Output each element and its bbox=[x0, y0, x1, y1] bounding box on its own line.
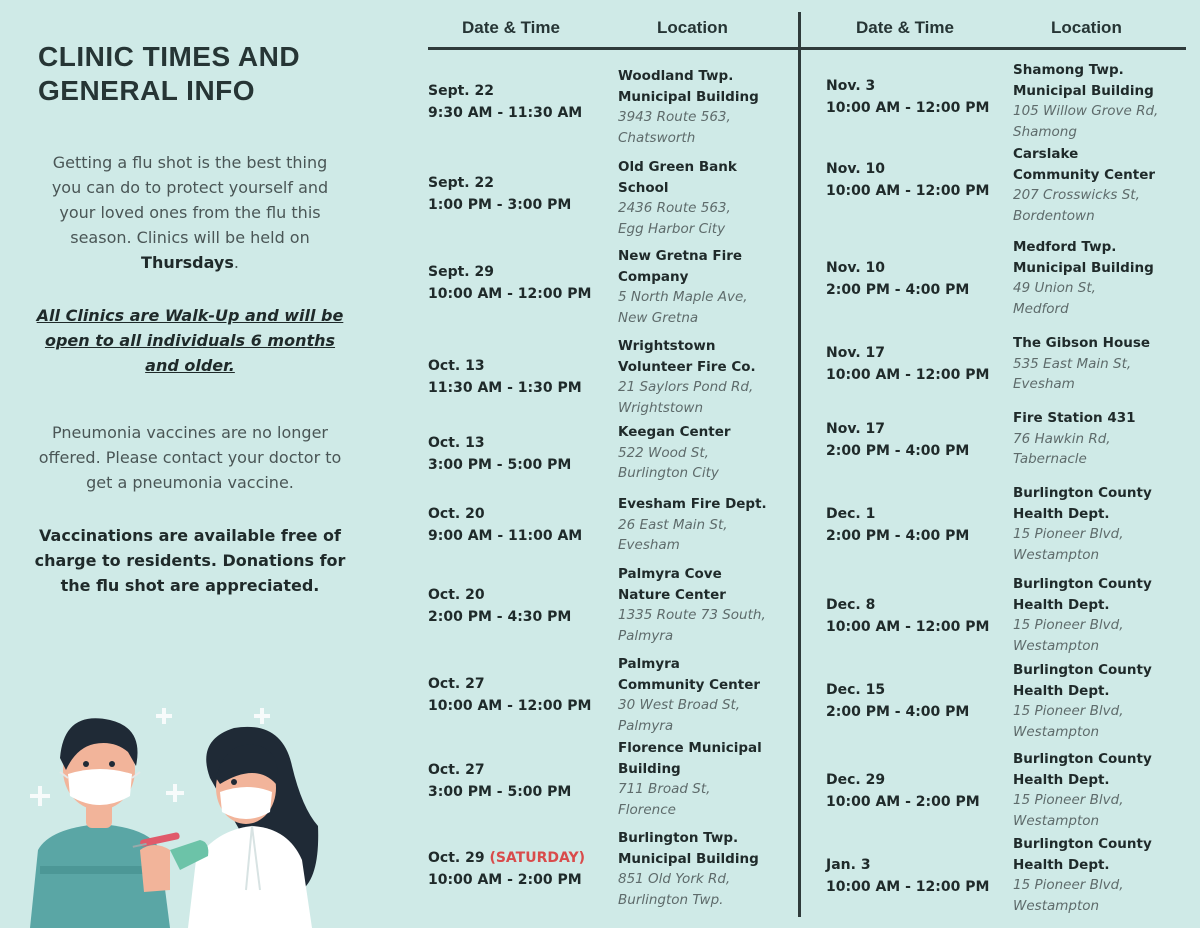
clinic-date-text: Oct. 29 bbox=[428, 850, 485, 866]
free-charge-notice: Vaccinations are available free of charge to residents. Donations for the flu shot are appreciated. bbox=[34, 526, 346, 595]
clinic-date-time bbox=[826, 418, 969, 462]
clinic-date bbox=[826, 342, 989, 364]
clinic-date-time bbox=[428, 261, 591, 305]
clinic-date bbox=[428, 584, 571, 606]
location-address-line: 711 Broad St, bbox=[618, 781, 711, 797]
clinic-date bbox=[428, 172, 571, 194]
location-address-line: Westampton bbox=[1013, 812, 1100, 829]
header-rule-left bbox=[428, 47, 800, 50]
clinic-date bbox=[428, 673, 591, 695]
location-name-line: Shamong Twp. bbox=[1013, 62, 1124, 78]
intro-bold-day: Thursdays bbox=[141, 253, 234, 272]
location-name-line: Nature Center bbox=[618, 586, 726, 603]
clinic-location bbox=[1013, 333, 1188, 395]
clinic-date bbox=[428, 80, 582, 102]
clinic-date-time bbox=[826, 342, 989, 386]
clinic-date-time bbox=[826, 75, 989, 119]
location-address-line: New Gretna bbox=[618, 309, 699, 326]
clinic-date-text: Sept. 29 bbox=[428, 264, 494, 280]
location-address-line: Chatsworth bbox=[618, 129, 696, 146]
clinic-date-time bbox=[826, 854, 989, 898]
clinic-date bbox=[826, 769, 980, 791]
location-name-line: Burlington County bbox=[1013, 576, 1152, 592]
location-address-line: 76 Hawkin Rd, bbox=[1013, 430, 1111, 447]
clinic-time: 1:00 PM - 3:00 PM bbox=[428, 197, 572, 213]
location-name-line: Municipal Building bbox=[1013, 82, 1154, 99]
location-address-line: 30 West Broad St, bbox=[618, 697, 741, 713]
clinic-time: 10:00 AM - 2:00 PM bbox=[428, 872, 582, 888]
clinic-date-time bbox=[428, 847, 585, 891]
clinic-time: 2:00 PM - 4:00 PM bbox=[826, 528, 970, 544]
clinic-location bbox=[618, 738, 793, 820]
location-address-line: 21 Saylors Pond Rd, bbox=[618, 379, 754, 395]
location-name-line: Burlington County bbox=[1013, 836, 1152, 852]
location-name-line: Burlington County bbox=[1013, 662, 1152, 678]
clinic-time: 2:00 PM - 4:00 PM bbox=[826, 282, 970, 298]
clinic-time: 3:00 PM - 5:00 PM bbox=[428, 784, 572, 800]
location-address-line: 15 Pioneer Blvd, bbox=[1013, 526, 1124, 542]
location-name-line: Health Dept. bbox=[1013, 856, 1110, 873]
location-name-line: Burlington Twp. bbox=[618, 830, 739, 846]
location-name-line: Medford Twp. bbox=[1013, 239, 1117, 255]
location-address-line: Egg Harbor City bbox=[618, 220, 726, 237]
clinic-location bbox=[618, 157, 793, 239]
clinic-date-text: Oct. 13 bbox=[428, 358, 485, 374]
clinic-schedule bbox=[428, 12, 1188, 928]
location-name-line: Carslake bbox=[1013, 146, 1079, 162]
location-address-line: 49 Union St, bbox=[1013, 280, 1096, 296]
location-name-line: Old Green Bank bbox=[618, 159, 737, 175]
clinic-date bbox=[428, 355, 582, 377]
clinic-date-text: Nov. 3 bbox=[826, 78, 876, 94]
location-name-line: Palmyra Cove bbox=[618, 566, 722, 582]
clinic-location bbox=[618, 66, 793, 148]
clinic-date bbox=[826, 257, 969, 279]
pneumonia-notice: Pneumonia vaccines are no longer offered. Please contact your doctor to get a pneumonia vaccine. bbox=[38, 423, 342, 492]
location-address-line: Westampton bbox=[1013, 723, 1100, 740]
clinic-date bbox=[826, 854, 989, 876]
clinic-time: 9:00 AM - 11:00 AM bbox=[428, 528, 583, 544]
clinic-date-text: Dec. 15 bbox=[826, 682, 886, 698]
location-address-line: Westampton bbox=[1013, 637, 1100, 654]
clinic-date-time bbox=[428, 172, 571, 216]
location-name-line: New Gretna Fire bbox=[618, 248, 743, 264]
location-name-line: Community Center bbox=[1013, 166, 1156, 183]
clinic-date-text: Sept. 22 bbox=[428, 83, 494, 99]
clinic-date-text: Dec. 8 bbox=[826, 597, 876, 613]
clinic-date-time bbox=[428, 355, 582, 399]
clinic-date-text: Oct. 13 bbox=[428, 435, 485, 451]
location-address-line: Evesham bbox=[1013, 376, 1075, 392]
clinic-date-time bbox=[826, 257, 969, 301]
clinic-date-time bbox=[826, 594, 989, 638]
location-name-line: Health Dept. bbox=[1013, 771, 1110, 788]
location-name-line: Keegan Center bbox=[618, 424, 731, 440]
clinic-time: 3:00 PM - 5:00 PM bbox=[428, 457, 572, 473]
column-divider bbox=[798, 12, 801, 917]
location-name-line: Fire Station 431 bbox=[1013, 410, 1136, 426]
location-address-line: 26 East Main St, bbox=[618, 516, 728, 533]
clinic-date-time bbox=[826, 158, 989, 202]
clinic-date bbox=[826, 503, 969, 525]
clinic-time: 10:00 AM - 12:00 PM bbox=[826, 100, 990, 116]
intro-end: . bbox=[233, 253, 239, 272]
location-address-line: Tabernacle bbox=[1013, 451, 1087, 467]
clinic-location bbox=[618, 654, 793, 736]
vaccination-illustration bbox=[20, 700, 320, 928]
location-name-line: Woodland Twp. bbox=[618, 68, 734, 84]
location-address-line: Burlington City bbox=[618, 465, 719, 481]
clinic-date bbox=[826, 418, 969, 440]
clinic-location bbox=[618, 828, 793, 910]
clinic-date-text: Nov. 10 bbox=[826, 260, 885, 276]
clinic-location bbox=[618, 494, 793, 556]
location-address-line: Florence bbox=[618, 801, 676, 818]
location-address-line: 15 Pioneer Blvd, bbox=[1013, 792, 1124, 808]
page-title bbox=[38, 40, 350, 108]
clinic-location bbox=[618, 246, 793, 328]
location-name-line: School bbox=[618, 179, 669, 196]
clinic-date-text: Oct. 20 bbox=[428, 587, 485, 603]
intro-text: Getting a flu shot is the best thing you can do to protect yourself and your loved ones from the flu this season. Clinics will be held on bbox=[51, 153, 329, 247]
clinic-date bbox=[428, 261, 591, 283]
location-address-line: 15 Pioneer Blvd, bbox=[1013, 617, 1124, 633]
clinic-time: 11:30 AM - 1:30 PM bbox=[428, 380, 582, 396]
location-name-line: Municipal Building bbox=[1013, 259, 1154, 276]
location-name-line: Municipal Building bbox=[618, 88, 759, 105]
clinic-date bbox=[826, 679, 969, 701]
clinic-location bbox=[1013, 574, 1188, 656]
clinic-location bbox=[618, 422, 793, 484]
location-address-line: 535 East Main St, bbox=[1013, 355, 1132, 372]
column-header-location: Location bbox=[657, 18, 728, 37]
clinic-date-text: Dec. 29 bbox=[826, 772, 886, 788]
clinic-date bbox=[428, 503, 582, 525]
clinic-date-text: Nov. 17 bbox=[826, 421, 885, 437]
location-name-line: Building bbox=[618, 760, 681, 777]
clinic-date-time bbox=[428, 432, 571, 476]
location-address-line: Shamong bbox=[1013, 123, 1077, 140]
location-name-line: Municipal Building bbox=[618, 850, 759, 867]
clinic-date bbox=[826, 158, 989, 180]
title-line-2: GENERAL INFO bbox=[38, 75, 256, 106]
clinic-date-time bbox=[826, 503, 969, 547]
location-address-line: Palmyra bbox=[618, 627, 674, 644]
clinic-date-time bbox=[826, 769, 980, 813]
info-panel bbox=[30, 40, 350, 598]
intro-paragraph bbox=[30, 150, 350, 275]
clinic-date bbox=[826, 594, 989, 616]
clinic-date-text: Nov. 10 bbox=[826, 161, 885, 177]
clinic-location bbox=[1013, 749, 1188, 831]
clinic-date-text: Dec. 1 bbox=[826, 506, 876, 522]
clinic-location bbox=[1013, 60, 1188, 142]
location-name-line: Florence Municipal bbox=[618, 740, 762, 756]
location-address-line: 1335 Route 73 South, bbox=[618, 607, 766, 623]
clinic-time: 10:00 AM - 12:00 PM bbox=[428, 698, 592, 714]
location-name-line: Health Dept. bbox=[1013, 682, 1110, 699]
clinic-date-text: Oct. 27 bbox=[428, 676, 485, 692]
location-name-line: Company bbox=[618, 268, 689, 285]
location-name-line: The Gibson House bbox=[1013, 335, 1151, 351]
clinic-date-time bbox=[428, 503, 582, 547]
location-address-line: Evesham bbox=[618, 537, 680, 553]
location-address-line: 5 North Maple Ave, bbox=[618, 289, 748, 305]
clinic-time: 2:00 PM - 4:30 PM bbox=[428, 609, 572, 625]
clinic-date-time bbox=[428, 673, 591, 717]
clinic-time: 10:00 AM - 12:00 PM bbox=[428, 286, 592, 302]
clinic-date-text: Sept. 22 bbox=[428, 175, 494, 191]
clinic-date-text: Nov. 17 bbox=[826, 345, 885, 361]
clinic-date-time bbox=[428, 759, 571, 803]
walkup-notice: All Clinics are Walk-Up and will be open to all individuals 6 months and older. bbox=[36, 306, 344, 375]
clinic-date-text: Oct. 27 bbox=[428, 762, 485, 778]
clinic-location bbox=[1013, 144, 1188, 226]
clinic-date-time bbox=[428, 80, 582, 124]
clinic-location bbox=[618, 564, 793, 646]
location-name-line: Burlington County bbox=[1013, 751, 1152, 767]
header-rule-right bbox=[800, 47, 1186, 50]
location-address-line: 207 Crosswicks St, bbox=[1013, 187, 1140, 203]
patient-figure bbox=[30, 718, 170, 928]
clinic-location bbox=[1013, 408, 1188, 470]
clinic-date bbox=[428, 432, 571, 454]
location-address-line: 15 Pioneer Blvd, bbox=[1013, 877, 1124, 893]
location-address-line: Medford bbox=[1013, 300, 1069, 317]
clinic-time: 10:00 AM - 12:00 PM bbox=[826, 367, 990, 383]
location-name-line: Wrightstown bbox=[618, 338, 716, 354]
clinic-time: 2:00 PM - 4:00 PM bbox=[826, 704, 970, 720]
location-name-line: Volunteer Fire Co. bbox=[618, 358, 756, 375]
location-address-line: 522 Wood St, bbox=[618, 444, 709, 461]
clinic-date-text: Oct. 20 bbox=[428, 506, 485, 522]
clinic-time: 9:30 AM - 11:30 AM bbox=[428, 105, 583, 121]
location-address-line: Westampton bbox=[1013, 546, 1100, 563]
location-address-line: 105 Willow Grove Rd, bbox=[1013, 103, 1159, 119]
location-name-line: Evesham Fire Dept. bbox=[618, 496, 767, 512]
location-address-line: Wrightstown bbox=[618, 399, 704, 416]
clinic-time: 10:00 AM - 2:00 PM bbox=[826, 794, 980, 810]
clinic-time: 10:00 AM - 12:00 PM bbox=[826, 183, 990, 199]
location-address-line: 2436 Route 563, bbox=[618, 200, 731, 216]
column-header-date-time-2: Date & Time bbox=[856, 18, 954, 37]
clinic-date bbox=[826, 75, 989, 97]
column-header-location-2: Location bbox=[1051, 18, 1122, 37]
clinic-location bbox=[1013, 483, 1188, 565]
clinic-time: 10:00 AM - 12:00 PM bbox=[826, 879, 990, 895]
location-address-line: 3943 Route 563, bbox=[618, 109, 731, 125]
location-address-line: Burlington Twp. bbox=[618, 891, 724, 908]
location-address-line: 15 Pioneer Blvd, bbox=[1013, 703, 1124, 719]
location-name-line: Palmyra bbox=[618, 656, 680, 672]
clinic-location bbox=[1013, 834, 1188, 916]
location-address-line: Westampton bbox=[1013, 897, 1100, 914]
clinic-date bbox=[428, 847, 585, 869]
clinic-date bbox=[428, 759, 571, 781]
clinic-date-text: Jan. 3 bbox=[826, 857, 871, 873]
location-address-line: Palmyra bbox=[618, 717, 674, 734]
title-line-1: CLINIC TIMES AND bbox=[38, 41, 301, 72]
clinic-time: 2:00 PM - 4:00 PM bbox=[826, 443, 970, 459]
saturday-note: (SATURDAY) bbox=[489, 850, 586, 866]
clinic-date-time bbox=[428, 584, 571, 628]
location-name-line: Health Dept. bbox=[1013, 596, 1110, 613]
clinic-location bbox=[1013, 237, 1188, 319]
location-address-line: Bordentown bbox=[1013, 207, 1095, 224]
clinic-location bbox=[618, 336, 793, 418]
clinic-location bbox=[1013, 660, 1188, 742]
location-name-line: Community Center bbox=[618, 676, 761, 693]
clinic-date-time bbox=[826, 679, 969, 723]
location-name-line: Burlington County bbox=[1013, 485, 1152, 501]
column-header-date-time: Date & Time bbox=[462, 18, 560, 37]
clinic-time: 10:00 AM - 12:00 PM bbox=[826, 619, 990, 635]
location-address-line: 851 Old York Rd, bbox=[618, 871, 731, 887]
location-name-line: Health Dept. bbox=[1013, 505, 1110, 522]
